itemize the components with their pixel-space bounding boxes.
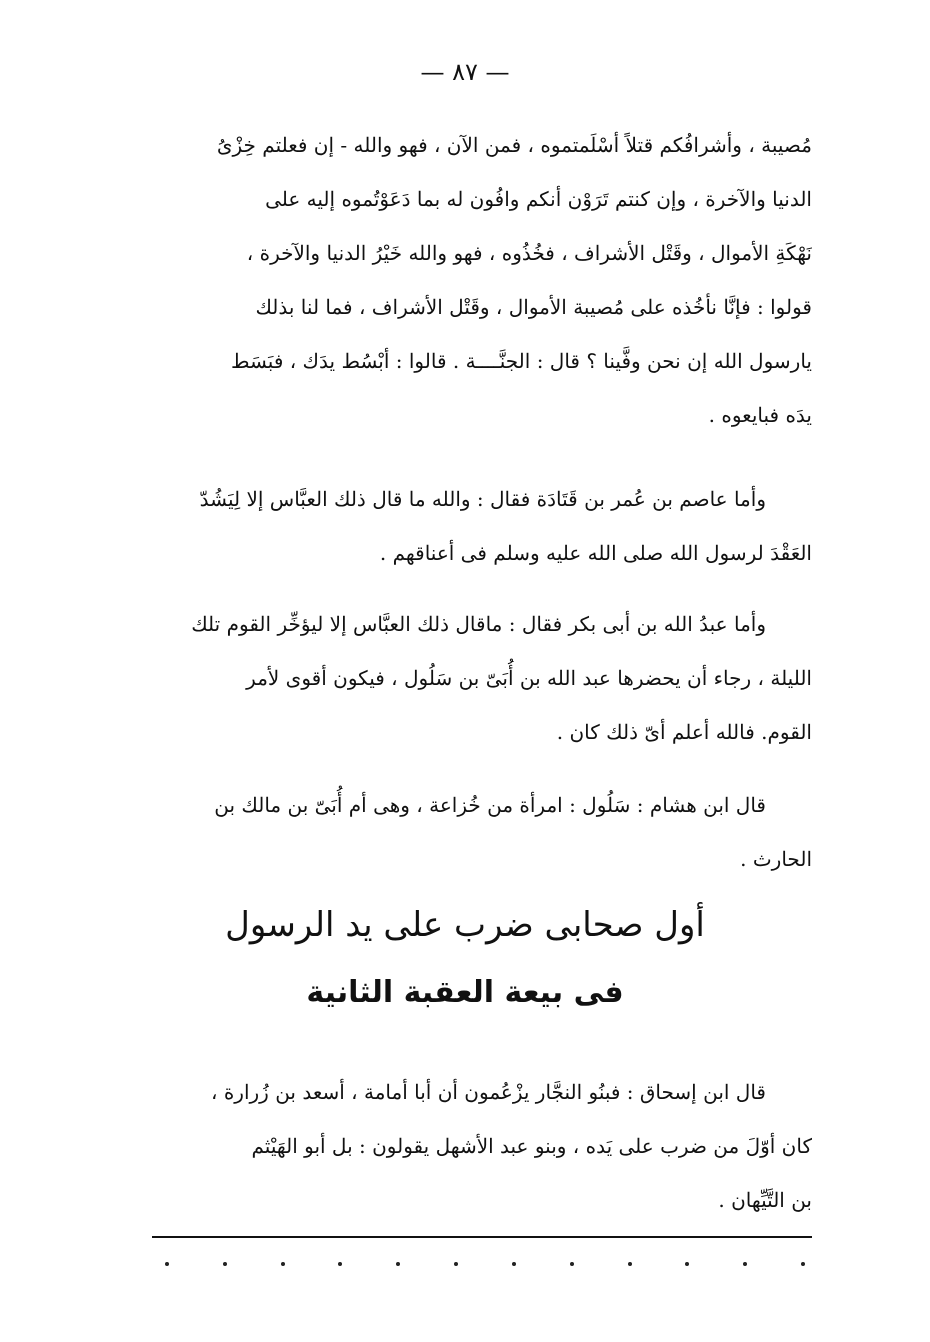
text-line: يارسول الله إن نحن وفَّينا ؟ قال : الجنَّــــة . قالوا : أبْسُط يدَك ، فبَسَط [230, 349, 812, 373]
paragraph-4 [162, 778, 812, 886]
text-line: الليلة ، رجاء أن يحضرها عبد الله بن أُبَىّ بن سَلُول ، فيكون أقوى لأمر [246, 666, 812, 690]
text-line: مُصيبة ، وأشرافُكم قتلاً أسْلَمتموه ، فمن الآن ، فهو والله - إن فعلتم خِزْىُ [216, 133, 812, 157]
text-line: الحارث . [740, 847, 812, 871]
paragraph-1 [162, 118, 812, 442]
footer-dots [165, 1262, 805, 1266]
footer-rule [152, 1236, 812, 1238]
dot [801, 1262, 805, 1266]
dot [570, 1262, 574, 1266]
text-line: بن التَّيِّهان . [718, 1188, 812, 1212]
text-line: قال ابن هشام : سَلُول : امرأة من خُزاعة ، وهى أم أُبَىّ بن مالك بن [214, 793, 766, 817]
dot [281, 1262, 285, 1266]
dot [454, 1262, 458, 1266]
text-line: وأما عاصم بن عُمر بن قَتَادَة فقال : والله ما قال ذلك العبَّاس إلا لِيَشُدّ [199, 487, 766, 511]
section-heading-line-1: أول صحابى ضرب على يد الرسول [225, 905, 705, 945]
dot [396, 1262, 400, 1266]
text-line: وأما عبدُ الله بن أبى بكر فقال : ماقال ذلك العبَّاس إلا ليؤخِّر القوم تلك [191, 612, 766, 636]
section-heading-line-2: فى بيعة العقبة الثانية [306, 975, 624, 1010]
text-line: العَقْدَ لرسول الله صلى الله عليه وسلم فى أعناقهم . [379, 541, 812, 565]
text-line: يدَه فبايعوه . [708, 403, 812, 427]
text-line: نَهْكَةِ الأموال ، وقَتْل الأشراف ، فخُذُوه ، فهو والله خَيْرُ الدنيا والآخرة ، [246, 241, 812, 265]
dot [338, 1262, 342, 1266]
text-line: قولوا : فإنَّا نأخُذه على مُصيبة الأموال ، وقَتْل الأشراف ، فما لنا بذلك [255, 295, 812, 319]
page-number: — ٨٧ — [420, 58, 510, 86]
text-line: قال ابن إسحاق : فبنُو النجَّار يزْعُمون أن أبا أمامة ، أسعد بن زُرارة ، [211, 1080, 766, 1104]
dot [685, 1262, 689, 1266]
text-line: الدنيا والآخرة ، وإن كنتم تَرَوْن أنكم وافُون له بما دَعَوْتُموه إليه على [265, 187, 812, 211]
text-line: كان أوّلَ من ضرب على يَده ، وبنو عبد الأشهل يقولون : بل أبو الهَيْثم [251, 1134, 812, 1158]
dot [223, 1262, 227, 1266]
dot [743, 1262, 747, 1266]
dot [628, 1262, 632, 1266]
paragraph-2 [162, 472, 812, 580]
paragraph-3 [162, 597, 812, 759]
dot [512, 1262, 516, 1266]
paragraph-5 [162, 1065, 812, 1227]
text-line: القوم. فالله أعلم أىّ ذلك كان . [556, 720, 812, 744]
dot [165, 1262, 169, 1266]
